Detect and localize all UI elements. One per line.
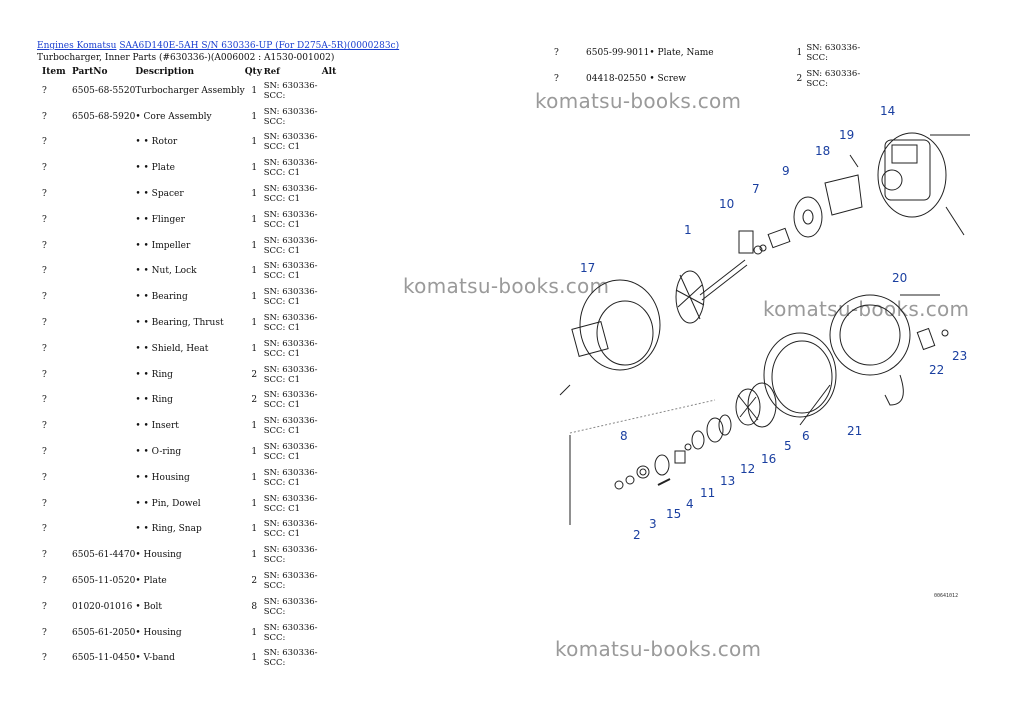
row-qty: 1 [251,240,258,251]
row-ref: SN: 630336-SCC: C1 [263,338,318,359]
row-description: • • Rotor [135,137,178,148]
row-qty: 1 [251,498,258,509]
row-item: ? [42,163,47,174]
row-item: ? [554,73,559,84]
row-partno: 04418-02550 [586,73,647,84]
part-name-plate-22 [917,328,934,349]
table-row [548,66,886,92]
callout-labels [580,104,970,542]
row-description: • • Ring [135,369,173,380]
row-partno [72,259,135,285]
row-item: ? [42,292,47,303]
table-row [37,620,342,646]
table-row [37,568,342,594]
row-description: • Screw [649,73,687,84]
table-row [37,362,342,388]
row-alt [322,310,342,336]
row-description: • • Ring, Snap [135,524,202,535]
watermark: komatsu-books.com [535,89,742,113]
part-flinger-10 [739,231,753,253]
callout-18: 18 [815,144,831,158]
table-row [37,542,342,568]
row-item: ? [42,137,47,148]
callout-8: 8 [620,429,628,443]
row-ref: SN: 630336-SCC: C1 [263,519,318,540]
row-alt [322,259,342,285]
row-alt [322,233,342,259]
table-row [37,130,342,156]
row-ref: SN: 630336-SCC: C1 [263,287,318,308]
part-ring-2 [615,481,623,489]
part-bearing-16 [719,415,731,435]
table-row [37,259,342,285]
row-partno [72,517,135,543]
row-alt [322,542,342,568]
row-ref: SN: 630336-SCC: C1 [263,493,318,514]
row-ref: SN: 630336-SCC: [806,42,861,63]
row-alt [322,362,342,388]
row-partno: 6505-68-5520 [72,85,136,96]
header-qty: Qty [244,66,262,77]
row-item: ? [42,214,47,225]
row-alt [322,491,342,517]
row-qty: 1 [251,627,258,638]
row-partno [72,207,135,233]
row-ref: SN: 630336-SCC: C1 [263,313,318,334]
row-item: ? [42,472,47,483]
callout-21: 21 [847,424,863,438]
part-v-band-21 [764,333,836,417]
callout-14: 14 [880,104,896,118]
callout-11: 11 [700,486,716,500]
row-qty: 1 [251,85,258,96]
breadcrumb-link-engines[interactable]: Engines Komatsu [37,41,117,51]
row-qty: 1 [251,653,258,664]
callout-10: 10 [719,197,735,211]
row-partno [72,362,135,388]
row-ref: SN: 630336-SCC: [263,622,318,643]
row-alt [322,78,342,104]
callout-7: 7 [752,182,760,196]
row-alt [866,40,886,66]
row-description: • Core Assembly [135,111,212,122]
row-description: • • O-ring [135,447,182,458]
table-row [37,336,342,362]
row-ref: SN: 630336-SCC: C1 [263,467,318,488]
table-row [37,78,342,104]
row-alt [322,388,342,414]
row-description: • • Insert [135,421,179,432]
part-rotor-1 [676,260,747,323]
row-description: • • Flinger [135,214,185,225]
row-qty: 8 [251,601,258,612]
row-partno: 6505-61-2050 [72,627,136,638]
row-item: ? [42,111,47,122]
row-qty: 1 [251,472,258,483]
row-alt [322,465,342,491]
figure-number: 00641012 [934,593,959,599]
callout-16: 16 [761,452,777,466]
part-ring-12 [692,431,704,449]
row-alt [322,155,342,181]
row-description: • Plate [135,576,167,587]
row-ref: SN: 630336-SCC: C1 [263,416,318,437]
row-alt [322,130,342,156]
callout-13: 13 [720,474,736,488]
row-description: • • Plate [135,163,175,174]
row-partno: 6505-99-9011 [586,47,650,58]
row-qty: 1 [251,111,258,122]
row-item: ? [42,395,47,406]
row-item: ? [42,318,47,329]
row-description: • • Spacer [135,189,184,200]
parts-table-right [548,40,886,92]
row-alt [322,284,342,310]
row-partno: 6505-11-0450 [72,653,136,664]
row-item: ? [42,240,47,251]
page-subtitle: Turbocharger, Inner Parts (#630336-)(A006002 : A1530-001002) [37,53,335,63]
callout-20: 20 [892,271,908,285]
row-qty: 1 [251,189,258,200]
row-ref: SN: 630336-SCC: C1 [263,235,318,256]
part-housing-17 [560,280,660,395]
callout-1: 1 [684,223,692,237]
row-item: ? [42,524,47,535]
row-ref: SN: 630336-SCC: C1 [263,132,318,153]
row-qty: 1 [251,266,258,277]
row-item: ? [42,576,47,587]
row-alt [322,594,342,620]
watermark: komatsu-books.com [555,637,762,661]
row-qty: 1 [251,163,258,174]
row-description: • Housing [135,550,182,561]
row-ref: SN: 630336-SCC: C1 [263,442,318,463]
part-housing-14 [878,133,970,235]
table-row [548,40,886,66]
row-ref: SN: 630336-SCC: C1 [263,261,318,282]
row-description: • • Bearing, Thrust [135,318,224,329]
row-partno [72,130,135,156]
row-alt [322,517,342,543]
row-partno [72,233,135,259]
row-qty: 1 [796,47,803,58]
row-partno [72,465,135,491]
header-item: Item [42,66,66,77]
row-qty: 1 [251,343,258,354]
row-partno [72,336,135,362]
row-description: • Bolt [135,601,163,612]
row-alt [322,104,342,130]
row-partno [72,310,135,336]
row-ref: SN: 630336-SCC: [263,648,318,669]
part-plate-18 [825,175,862,215]
table-row [37,284,342,310]
callout-6: 6 [802,429,810,443]
row-alt [322,336,342,362]
row-description: • • Impeller [135,240,191,251]
row-alt [866,66,886,92]
row-description: • • Housing [135,472,190,483]
table-row [37,439,342,465]
row-qty: 1 [251,292,258,303]
row-partno [72,388,135,414]
row-partno [72,155,135,181]
callout-19: 19 [839,128,855,142]
row-description: • • Bearing [135,292,188,303]
row-qty: 1 [251,524,258,535]
row-description: • Plate, Name [649,47,714,58]
watermark: komatsu-books.com [763,297,970,321]
part-oring-4 [655,455,669,475]
row-qty: 1 [251,214,258,225]
table-row [37,310,342,336]
table-row [37,465,342,491]
row-description: • V-band [135,653,175,664]
callout-23: 23 [952,349,968,363]
row-ref: SN: 630336-SCC: [263,571,318,592]
row-ref: SN: 630336-SCC: [263,596,318,617]
part-ring-13 [707,418,723,442]
callout-15: 15 [666,507,682,521]
row-qty: 1 [251,318,258,329]
row-qty: 1 [251,421,258,432]
callout-17: 17 [580,261,596,275]
row-alt [322,646,342,672]
row-item: ? [42,653,47,664]
callout-22: 22 [929,363,945,377]
header-partno: PartNo [72,66,108,77]
breadcrumb [37,41,399,51]
row-qty: 2 [251,369,258,380]
table-row [37,517,342,543]
table-row [37,233,342,259]
row-qty: 2 [251,395,258,406]
row-item: ? [42,627,47,638]
part-spacer-3 [626,476,634,484]
parts-table-left [37,65,342,671]
row-alt [322,413,342,439]
callout-5: 5 [784,439,792,453]
row-alt [322,181,342,207]
row-item: ? [554,47,559,58]
part-shield-9 [794,197,822,237]
row-ref: SN: 630336-SCC: C1 [263,364,318,385]
row-ref: SN: 630336-SCC: C1 [263,390,318,411]
row-partno: 01020-01016 [72,601,133,612]
row-alt [322,439,342,465]
row-item: ? [42,421,47,432]
header-ref: Ref [263,66,280,77]
row-partno [72,284,135,310]
part-insert-11 [675,451,685,463]
row-item: ? [42,85,47,96]
row-description: • • Nut, Lock [135,266,197,277]
row-qty: 1 [251,447,258,458]
row-description: Turbocharger Assembly [135,85,245,96]
row-partno [72,491,135,517]
row-item: ? [42,550,47,561]
part-nut-8 [637,466,649,478]
table-row [37,646,342,672]
row-partno [72,181,135,207]
watermark: komatsu-books.com [403,274,610,298]
breadcrumb-link-model[interactable]: SAA6D140E-5AH S/N 630336-UP (For D275A-5R)(0000283c) [119,41,400,51]
row-alt [322,207,342,233]
row-item: ? [42,498,47,509]
row-ref: SN: 630336-SCC: [263,545,318,566]
part-spacer-7 [768,228,790,247]
row-ref: SN: 630336-SCC: C1 [263,158,318,179]
row-ref: SN: 630336-SCC: C1 [263,184,318,205]
row-item: ? [42,601,47,612]
row-ref: SN: 630336-SCC: [263,80,318,101]
row-description: • • Ring [135,395,173,406]
row-description: • • Pin, Dowel [135,498,201,509]
callout-9: 9 [782,164,790,178]
table-row [37,207,342,233]
table-row [37,594,342,620]
exploded-parts-diagram [540,95,980,595]
row-alt [322,620,342,646]
table-row [37,155,342,181]
row-item: ? [42,369,47,380]
row-partno: 6505-68-5920 [72,111,136,122]
row-ref: SN: 630336-SCC: C1 [263,209,318,230]
row-item: ? [42,343,47,354]
row-qty: 1 [251,550,258,561]
callout-2: 2 [633,528,641,542]
callout-4: 4 [686,497,694,511]
row-qty: 2 [796,73,803,84]
row-qty: 1 [251,137,258,148]
row-partno [72,413,135,439]
table-row [37,388,342,414]
row-description: • • Shield, Heat [135,343,209,354]
table-row [37,181,342,207]
header-description: Description [135,66,194,77]
row-item: ? [42,189,47,200]
table-row [37,104,342,130]
row-ref: SN: 630336-SCC: [263,106,318,127]
header-alt: Alt [321,66,337,77]
table-row [37,491,342,517]
table-row [37,413,342,439]
row-partno [72,439,135,465]
row-qty: 2 [251,576,258,587]
part-pin-15 [658,479,670,485]
row-item: ? [42,447,47,458]
row-description: • Housing [135,627,182,638]
callout-3: 3 [649,517,657,531]
row-partno: 6505-61-4470 [72,550,136,561]
row-ref: SN: 630336-SCC: [806,68,861,89]
row-alt [322,568,342,594]
callout-12: 12 [740,462,756,476]
row-item: ? [42,266,47,277]
row-partno: 6505-11-0520 [72,576,136,587]
